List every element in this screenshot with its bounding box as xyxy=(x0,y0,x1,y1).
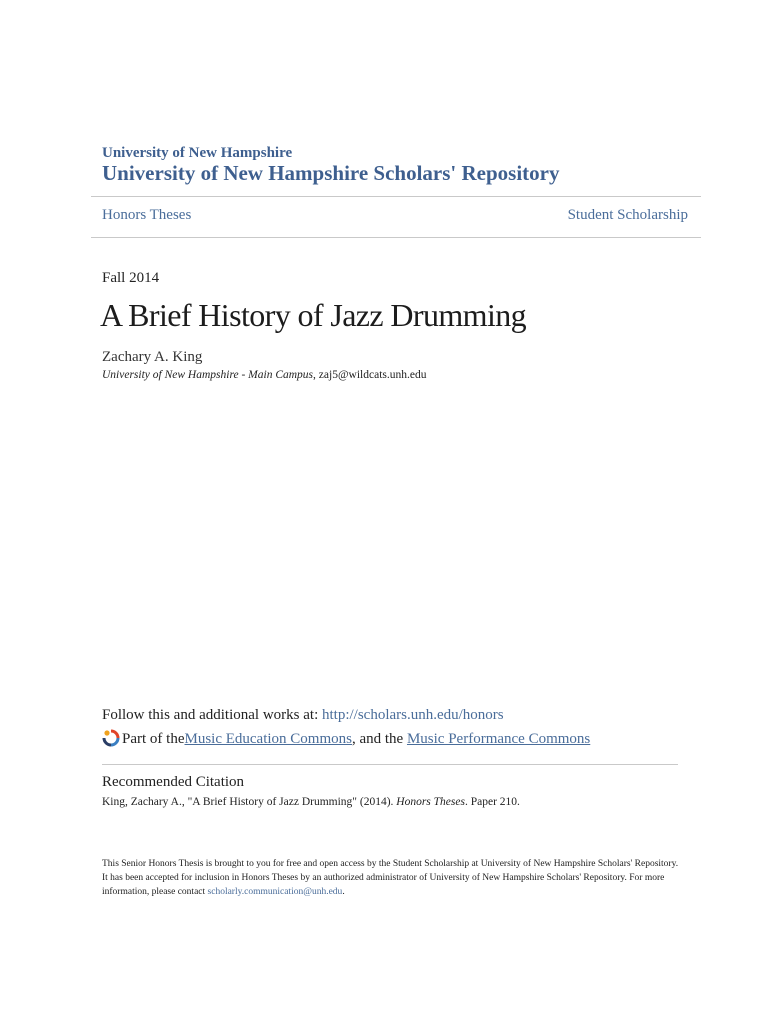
access-statement-text: This Senior Honors Thesis is brought to you for free and open access by the Student Scholarship at University of New Hampshire Scholars' Repository. It has been accepted for inclusion in Honors Theses by an authorized administrator of University of New Hampshire Scholars' Repository. For more information, please contact xyxy=(102,859,679,897)
repository-name[interactable]: University of New Hampshire Scholars' Repository xyxy=(102,161,560,185)
nav-divider xyxy=(91,237,701,238)
follow-prefix: Follow this and additional works at: xyxy=(102,707,322,723)
part-of-line xyxy=(102,730,590,748)
access-statement-end: . xyxy=(342,887,345,897)
commons-network-icon xyxy=(102,729,120,747)
citation-after: . Paper 210. xyxy=(464,796,520,808)
follow-line xyxy=(102,707,504,724)
citation-series: Honors Theses xyxy=(396,796,465,808)
citation-divider xyxy=(102,764,678,765)
honors-theses-link[interactable]: Honors Theses xyxy=(102,207,192,223)
citation-text xyxy=(102,796,520,808)
access-statement xyxy=(102,857,682,899)
author-name: Zachary A. King xyxy=(102,349,203,365)
student-scholarship-link[interactable]: Student Scholarship xyxy=(567,207,688,223)
honors-url-link[interactable]: http://scholars.unh.edu/honors xyxy=(321,707,504,723)
music-education-commons-link[interactable]: Music Education Commons xyxy=(184,730,352,747)
citation-heading: Recommended Citation xyxy=(102,774,245,790)
author-email: , zaj5@wildcats.unh.edu xyxy=(313,369,427,381)
music-performance-commons-link[interactable]: Music Performance Commons xyxy=(406,730,591,747)
publication-date: Fall 2014 xyxy=(102,270,160,286)
affiliation-name: University of New Hampshire - Main Campus xyxy=(102,369,314,381)
citation-before: King, Zachary A., "A Brief History of Jazz Drumming" (2014). xyxy=(102,796,397,808)
institution-name[interactable]: University of New Hampshire xyxy=(102,145,293,161)
top-divider xyxy=(91,196,701,197)
contact-email-link[interactable]: scholarly.communication@unh.edu xyxy=(207,887,343,897)
paper-title: A Brief History of Jazz Drumming xyxy=(100,297,527,333)
part-of-middle: , and the xyxy=(351,730,407,747)
author-affiliation xyxy=(102,369,426,381)
part-of-prefix: Part of the xyxy=(122,730,185,747)
